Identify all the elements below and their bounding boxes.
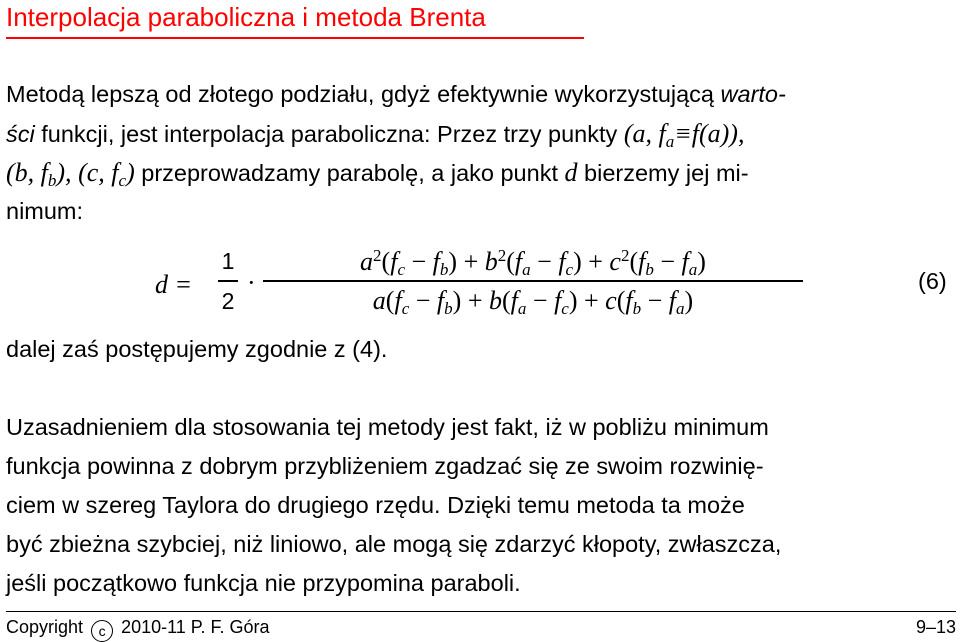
half-fraction-bar [218, 280, 238, 282]
equation-cdot: · [247, 268, 256, 297]
justification-line-3: ciem w szereg Taylora do drugiego rzędu. Dzięki temu metoda ta może [6, 492, 745, 518]
intro-line-2-emphasis: ści [6, 121, 35, 147]
justification-line-4: być zbieżna szybciej, niż liniowo, ale mogą się zdarzyć kłopoty, zwłaszcza, [6, 531, 782, 557]
copyright-label: Copyright [6, 617, 84, 637]
half-denominator: 2 [221, 288, 235, 314]
equation-denominator: $a(f_c - f_b) + b(f_a - f_c) + c(f_b - f_a)$ [372, 286, 694, 318]
intro-line-1-emphasis: warto- [720, 81, 786, 107]
main-fraction-bar [263, 280, 803, 282]
equation-number: (6) [918, 268, 947, 294]
intro-line-1-text: Metodą lepszą od złotego podziału, gdyż efektywnie wykorzystującą [6, 81, 721, 107]
title-underline [6, 37, 584, 39]
justification-line-2: funkcja powinna z dobrym przybliżeniem zgadzać się ze swoim rozwinię- [6, 453, 764, 479]
equation-lhs: d = [155, 270, 193, 299]
intro-line-2-text: funkcji, jest interpolacja paraboliczna: Przez trzy punkty [34, 121, 624, 147]
after-equation-line: dalej zaś postępujemy zgodnie z (4). [6, 336, 388, 362]
intro-line-1 [6, 75, 956, 114]
intro-line-3-text-2: bierzemy jej mi- [577, 160, 749, 186]
intro-line-4: nimum: [6, 198, 84, 224]
equation-parabolic-minimum [155, 242, 915, 332]
point-c-math: (c, $f_c$) [78, 158, 135, 190]
point-b-math: (b, $f_b$), [6, 158, 72, 190]
footer-rule [6, 611, 956, 612]
footer-copyright [6, 617, 270, 642]
page-number: 9–13 [915, 617, 956, 637]
justification-line-1: Uzasadnieniem dla stosowania tej metody jest fakt, iż w pobliżu minimum [6, 414, 769, 440]
point-d-math: d [564, 158, 578, 187]
slide-title: Interpolacja paraboliczna i metoda Brenta [6, 2, 486, 32]
point-a-math: (a, $f_a\equiv f(a)$), [623, 119, 745, 151]
intro-line-3-text: przeprowadzamy parabolę, a jako punkt [134, 160, 565, 186]
copyright-years-author: 2010-11 P. F. Góra [121, 617, 270, 637]
intro-line-3 [6, 153, 956, 192]
paragraph-intro [6, 75, 956, 231]
paragraph-justification [6, 408, 956, 603]
paragraph-after-equation [6, 330, 956, 369]
copyright-icon: c [91, 620, 113, 642]
intro-line-2 [6, 114, 956, 153]
half-numerator: 1 [221, 248, 235, 274]
equation-numerator: $a^2(f_c - f_b) + b^2(f_a - f_c) + c^2(f_b - f_a)$ [360, 246, 706, 279]
justification-line-5: jeśli początkowo funkcja nie przypomina paraboli. [6, 570, 521, 596]
